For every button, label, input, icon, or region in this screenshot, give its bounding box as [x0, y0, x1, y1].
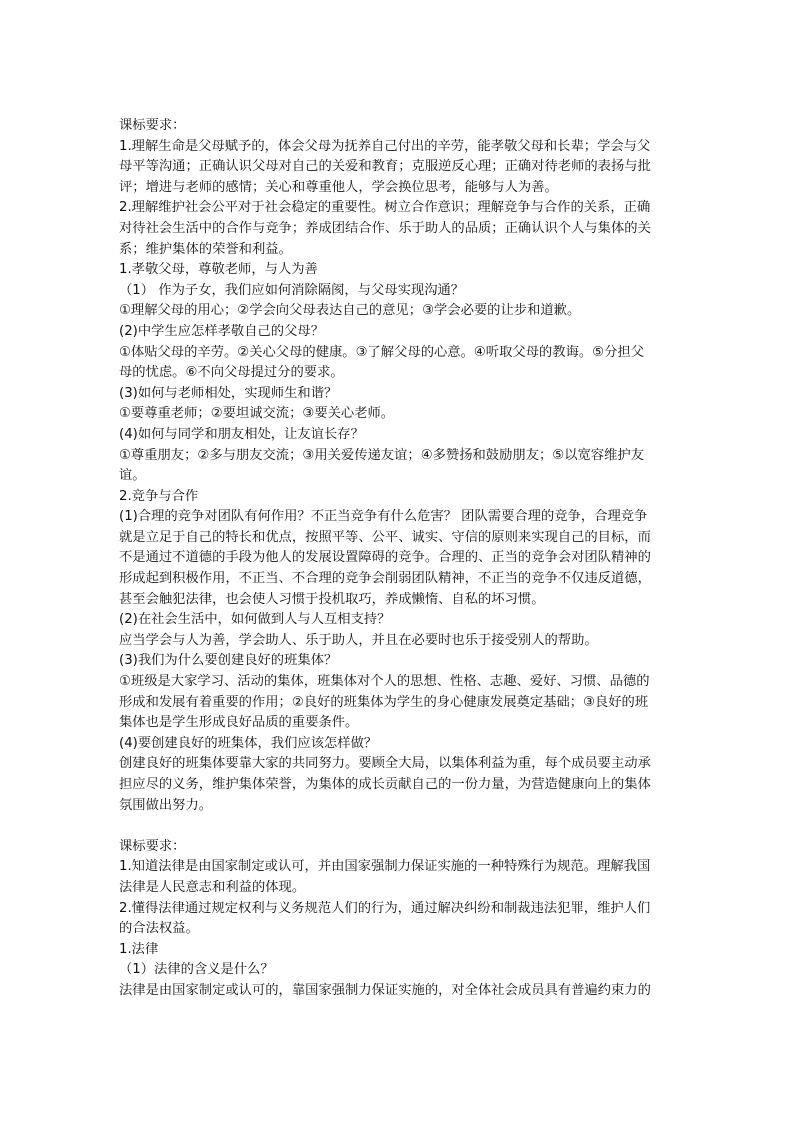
answer-line: 甚至会触犯法律，也会使人习惯于投机取巧，养成懒惰、自私的坏习惯。	[119, 591, 545, 607]
answer-line: 担应尽的义务，维护集体荣誉，为集体的成长贡献自己的一份力量，为营造健康向上的集体	[119, 777, 651, 792]
answer-line: 氛围做出努力。	[119, 797, 213, 813]
text-line: 的合法权益。	[119, 921, 199, 937]
answer-line: 集体也是学生形成良好品质的重要条件。	[119, 715, 359, 731]
text-line: 法律是人民意志和利益的体现。	[119, 879, 306, 895]
answer-line: 形成起到积极作用，不正当、不合理的竞争会削弱团队精神，不正当的竞争不仅违反道德，	[119, 571, 651, 587]
text-line: 2.理解维护社会公平对于社会稳定的重要性。树立合作意识；理解竞争与合作的关系，正确	[119, 200, 651, 216]
question-line: (1)合理的竞争对团队有何作用？不正当竞争有什么危害？ 团队需要合理的竞争，合理竞争	[119, 509, 648, 525]
text-line: 系；维护集体的荣誉和利益。	[119, 241, 292, 257]
answer-line: 母的忧虑。⑥不向父母提过分的要求。	[119, 365, 344, 381]
text-line: 评；增进与老师的感情；关心和尊重他人，学会换位思考，能够与人为善。	[119, 179, 558, 195]
question-line: （1） 作为子女，我们应如何消除隔阂，与父母实现沟通？	[119, 282, 465, 298]
answer-line: ①理解父母的用心；②学会向父母表达自己的意见；③学会必要的让步和道歉。	[119, 303, 581, 319]
question-line: (2)在社会生活中，如何做到人与人互相支持？	[119, 612, 391, 628]
question-line: （1）法律的含义是什么？	[119, 962, 274, 978]
question-line: (3)如何与老师相处，实现师生和谐？	[119, 385, 338, 401]
text-line: 2.懂得法律通过规定权利与义务规范人们的行为，通过解决纠纷和制裁违法犯罪，维护人们	[119, 900, 651, 916]
answer-line: 应当学会与人为善，学会助人、乐于助人，并且在必要时也乐于接受别人的帮助。	[119, 632, 598, 648]
question-line: (4)如何与同学和朋友相处，让友谊长存？	[119, 426, 364, 442]
question-line: (2)中学生应怎样孝敬自己的父母？	[119, 323, 324, 339]
answer-line: ①班级是大家学习、活动的集体，班集体对个人的思想、性格、志趣、爱好、习惯、品德的	[119, 674, 650, 690]
subsection-heading: 1.孝敬父母，尊敬老师，与人为善	[119, 262, 318, 278]
answer-line: 就是立足于自己的特长和优点，按照平等、公平、诚实、守信的原则来实现自己的目标，而	[119, 529, 651, 545]
answer-line: ①体贴父母的辛劳。②关心父母的健康。③了解父母的心意。④听取父母的教诲。⑤分担父	[119, 344, 644, 360]
text-line: 1.知道法律是由国家制定或认可，并由国家强制力保证实施的一种特殊行为规范。理解我国	[119, 859, 651, 875]
answer-line: 不是通过不道德的手段为他人的发展设置障碍的竞争。合理的、正当的竞争会对团队精神的	[119, 550, 651, 566]
blank-line	[119, 816, 677, 837]
subsection-heading: 1.法律	[119, 941, 159, 957]
question-line: (3)我们为什么要创建良好的班集体？	[119, 653, 338, 669]
text-line: 对待社会生活中的合作与竞争；养成团结合作、乐于助人的品质；正确认识个人与集体的关	[119, 220, 651, 236]
section-heading: 课标要求：	[119, 118, 186, 133]
section-heading: 课标要求：	[119, 838, 186, 854]
answer-line: 创建良好的班集体要靠大家的共同努力。要顾全大局，以集体利益为重，每个成员要主动承	[119, 756, 651, 772]
subsection-heading: 2.竞争与合作	[119, 488, 199, 504]
document-body	[119, 116, 677, 1002]
answer-line: 形成和发展有着重要的作用；②良好的班集体为学生的身心健康发展奠定基础；③良好的班	[119, 694, 649, 710]
text-line: 1.理解生命是父母赋予的，体会父母为抚养自己付出的辛劳，能孝敬父母和长辈；学会与父	[119, 138, 651, 154]
answer-line: ①尊重朋友；②多与朋友交流；③用关爱传递友谊；④多赞扬和鼓励朋友；⑤以宽容维护友	[119, 447, 644, 463]
answer-line: 谊。	[119, 468, 146, 484]
answer-line: ①要尊重老师；②要坦诚交流；③要关心老师。	[119, 406, 395, 422]
question-line: (4)要创建良好的班集体，我们应该怎样做？	[119, 735, 378, 751]
answer-line: 法律是由国家制定或认可的，靠国家强制力保证实施的，对全体社会成员具有普遍约束力的	[119, 982, 651, 998]
text-line: 母平等沟通；正确认识父母对自己的关爱和教育；克服逆反心理；正确对待老师的表扬与批	[119, 159, 651, 175]
